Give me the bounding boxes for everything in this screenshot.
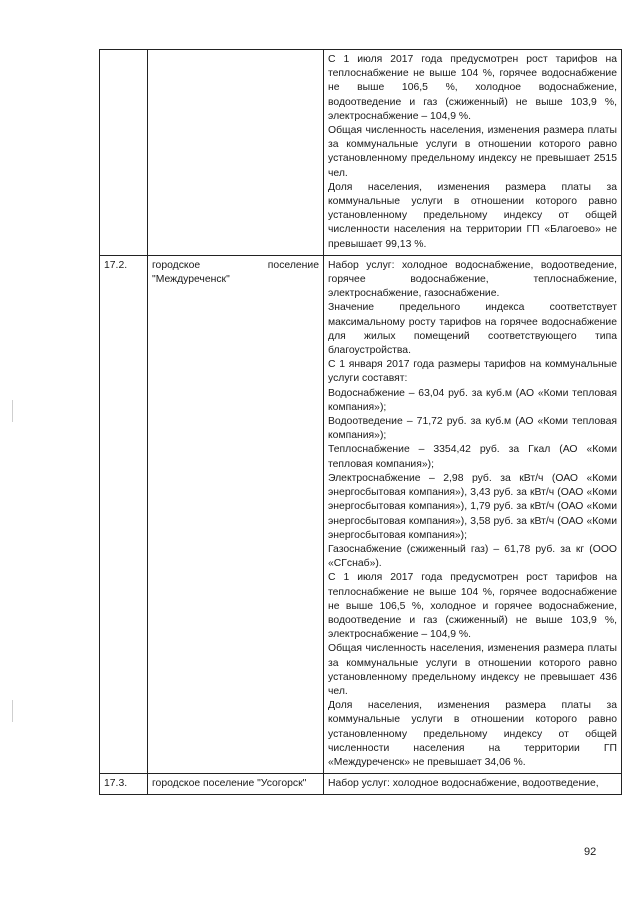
paragraph: Набор услуг: холодное водоснабжение, водоотведение, (328, 778, 599, 790)
table-row (100, 774, 622, 795)
paragraph: Общая численность населения, изменения размера платы за коммунальные услуги в отношении которого равно установленному предельному индексу не превышает 436 чел. (328, 643, 617, 697)
tariff-description (324, 255, 622, 773)
paragraph: Доля населения, изменения размера платы за коммунальные услуги в отношении которого равно установленному предельному индексу от общей численности населения на территории ГП «Благоево» не превышает 99,13 %. (328, 181, 617, 250)
paragraph: Доля населения, изменения размера платы за коммунальные услуги в отношении которого равно установленному предельному индексу от общей численности населения на территории ГП «Междуреченск» не превышает 34,06 %. (328, 700, 617, 768)
scan-margin-mark (12, 400, 13, 422)
page-number: 92 (584, 846, 597, 858)
tariff-description (324, 774, 622, 795)
paragraph: Электроснабжение – 2,98 руб. за кВт/ч (ОАО «Коми энергосбытовая компания»), 3,43 руб. за кВт/ч (ОАО «Коми энергосбытовая компания»), 1,79 руб. за кВт/ч (ОАО «Коми энергосбытовая компания»), 3,58 руб. за кВт/ч (ОАО «Коми энергосбытовая компания»); (328, 472, 617, 541)
locality-name (148, 50, 324, 256)
paragraph: С 1 июля 2017 года предусмотрен рост тарифов на теплоснабжение не выше 104 %, горячее водоснабжение не выше 106,5 %, холодное и горячее водоснабжение, водоотведение и газ (сжиженный) не выше 103,9 %, электроснабжение – 104,9 %. (328, 572, 617, 641)
paragraph: Общая численность населения, изменения размера платы за коммунальные услуги в отношении которого равно установленному предельному индексу не превышает 2515 чел. (328, 125, 617, 179)
locality-name: городское поселение "Междуреченск" (148, 255, 324, 773)
paragraph: С 1 июля 2017 года предусмотрен рост тарифов на теплоснабжение не выше 104 %, горячее водоснабжение не выше 106,5 %, холодное водоснабжение, водоотведение и газ (сжиженный) не выше 103,9 %, электроснабжение – 104,9 %. (328, 54, 617, 122)
paragraph: Газоснабжение (сжиженный газ) – 61,78 руб. за кг (ООО «СГснаб»). (328, 543, 617, 570)
paragraph: Набор услуг: холодное водоснабжение, водоотведение, горячее водоснабжение, теплоснабжение, электроснабжение, газоснабжение. (328, 259, 617, 300)
row-number: 17.2. (100, 255, 148, 773)
paragraph: Теплоснабжение – 3354,42 руб. за Гкал (АО «Коми тепловая компания»); (328, 444, 617, 470)
paragraph: Водоснабжение – 63,04 руб. за куб.м (АО «Коми тепловая компания»); (328, 387, 617, 413)
tariff-description (324, 50, 622, 256)
scan-margin-mark (12, 700, 13, 722)
paragraph: С 1 января 2017 года размеры тарифов на коммунальные услуги составят: (328, 359, 617, 385)
table-row (100, 255, 622, 773)
tariff-table (99, 49, 622, 795)
row-number (100, 50, 148, 256)
paragraph: Значение предельного индекса соответствует максимальному росту тарифов на горячее водоснабжение для жилых помещений соответствующего типа благоустройства. (328, 302, 617, 357)
table-row (100, 50, 622, 256)
locality-name: городское поселение "Усогорск" (148, 774, 324, 795)
row-number: 17.3. (100, 774, 148, 795)
paragraph: Водоотведение – 71,72 руб. за куб.м (АО «Коми тепловая компания»); (328, 416, 617, 442)
